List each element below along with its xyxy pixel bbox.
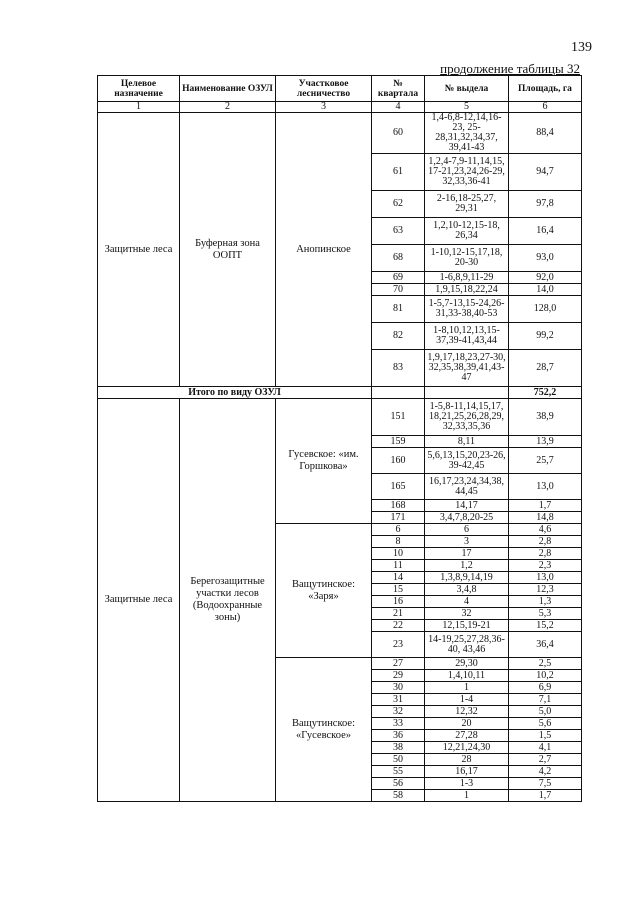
quarter-cell: 11 xyxy=(372,560,425,572)
column-number-row xyxy=(98,102,582,113)
total-label: Итого по виду ОЗУЛ xyxy=(98,387,372,399)
area-cell: 2,5 xyxy=(509,658,582,670)
header-area: Площадь, га xyxy=(509,76,582,102)
quarter-cell: 56 xyxy=(372,778,425,790)
plot-cell: 1-6,8,9,11-29 xyxy=(425,272,509,284)
plot-cell: 1,2 xyxy=(425,560,509,572)
area-cell: 28,7 xyxy=(509,350,582,387)
plot-cell: 3,4,7,8,20-25 xyxy=(425,512,509,524)
area-cell: 7,1 xyxy=(509,694,582,706)
quarter-cell: 21 xyxy=(372,608,425,620)
area-cell: 36,4 xyxy=(509,632,582,658)
quarter-cell: 14 xyxy=(372,572,425,584)
column-number: 4 xyxy=(372,102,425,113)
area-cell: 2,8 xyxy=(509,548,582,560)
quarter-cell: 81 xyxy=(372,296,425,323)
plot-cell: 1-4 xyxy=(425,694,509,706)
total-empty-cell xyxy=(425,387,509,399)
quarter-cell: 63 xyxy=(372,218,425,245)
area-cell: 97,8 xyxy=(509,191,582,218)
area-cell: 13,0 xyxy=(509,572,582,584)
area-cell: 6,9 xyxy=(509,682,582,694)
area-cell: 10,2 xyxy=(509,670,582,682)
quarter-cell: 23 xyxy=(372,632,425,658)
area-cell: 38,9 xyxy=(509,399,582,436)
plot-cell: 12,15,19-21 xyxy=(425,620,509,632)
quarter-cell: 61 xyxy=(372,154,425,191)
quarter-cell: 27 xyxy=(372,658,425,670)
column-number: 2 xyxy=(180,102,276,113)
plot-cell: 2-16,18-25,27, 29,31 xyxy=(425,191,509,218)
area-cell: 4,1 xyxy=(509,742,582,754)
purpose-cell: Защитные леса xyxy=(98,113,180,387)
header-row xyxy=(98,76,582,102)
plot-cell: 1,4-6,8-12,14,16-23, 25-28,31,32,34,37, 39,41-43 xyxy=(425,113,509,154)
quarter-cell: 29 xyxy=(372,670,425,682)
quarter-cell: 50 xyxy=(372,754,425,766)
plot-cell: 1,2,10-12,15-18, 26,34 xyxy=(425,218,509,245)
table-caption: продолжение таблицы 32 xyxy=(440,61,580,76)
quarter-cell: 69 xyxy=(372,272,425,284)
plot-cell: 27,28 xyxy=(425,730,509,742)
plot-cell: 16,17,23,24,34,38, 44,45 xyxy=(425,474,509,500)
table-row xyxy=(98,113,582,154)
quarter-cell: 36 xyxy=(372,730,425,742)
plot-cell: 4 xyxy=(425,596,509,608)
area-cell: 13,0 xyxy=(509,474,582,500)
column-number: 6 xyxy=(509,102,582,113)
quarter-cell: 60 xyxy=(372,113,425,154)
area-cell: 5,3 xyxy=(509,608,582,620)
plot-cell: 8,11 xyxy=(425,436,509,448)
quarter-cell: 62 xyxy=(372,191,425,218)
area-cell: 12,3 xyxy=(509,584,582,596)
plot-cell: 32 xyxy=(425,608,509,620)
area-cell: 14,8 xyxy=(509,512,582,524)
header-plot: № выдела xyxy=(425,76,509,102)
area-cell: 92,0 xyxy=(509,272,582,284)
plot-cell: 1,3,8,9,14,19 xyxy=(425,572,509,584)
forestry-cell: Ващутинское: «Гусевское» xyxy=(276,658,372,802)
total-area: 752,2 xyxy=(509,387,582,399)
ozul-cell: Берегозащитные участки лесов (Водоохранные зоны) xyxy=(180,399,276,802)
area-cell: 88,4 xyxy=(509,113,582,154)
quarter-cell: 22 xyxy=(372,620,425,632)
area-cell: 2,3 xyxy=(509,560,582,572)
area-cell: 1,7 xyxy=(509,500,582,512)
quarter-cell: 168 xyxy=(372,500,425,512)
plot-cell: 12,32 xyxy=(425,706,509,718)
column-number: 5 xyxy=(425,102,509,113)
area-cell: 16,4 xyxy=(509,218,582,245)
area-cell: 14,0 xyxy=(509,284,582,296)
area-cell: 7,5 xyxy=(509,778,582,790)
area-cell: 1,5 xyxy=(509,730,582,742)
plot-cell: 16,17 xyxy=(425,766,509,778)
quarter-cell: 160 xyxy=(372,448,425,474)
forestry-cell: Анопинское xyxy=(276,113,372,387)
area-cell: 1,3 xyxy=(509,596,582,608)
quarter-cell: 8 xyxy=(372,536,425,548)
purpose-cell: Защитные леса xyxy=(98,399,180,802)
ozul-cell: Буферная зона ООПТ xyxy=(180,113,276,387)
forestry-cell: Гусевское: «им. Горшкова» xyxy=(276,399,372,524)
quarter-cell: 16 xyxy=(372,596,425,608)
quarter-cell: 15 xyxy=(372,584,425,596)
plot-cell: 14,17 xyxy=(425,500,509,512)
plot-cell: 1-8,10,12,13,15- 37,39-41,43,44 xyxy=(425,323,509,350)
total-empty-cell xyxy=(372,387,425,399)
area-cell: 5,0 xyxy=(509,706,582,718)
plot-cell: 1,9,15,18,22,24 xyxy=(425,284,509,296)
plot-cell: 3 xyxy=(425,536,509,548)
plot-cell: 1 xyxy=(425,682,509,694)
quarter-cell: 151 xyxy=(372,399,425,436)
quarter-cell: 58 xyxy=(372,790,425,802)
quarter-cell: 38 xyxy=(372,742,425,754)
plot-cell: 1-5,8-11,14,15,17, 18,21,25,26,28,29, 32,33,35,36 xyxy=(425,399,509,436)
quarter-cell: 32 xyxy=(372,706,425,718)
quarter-cell: 70 xyxy=(372,284,425,296)
area-cell: 4,2 xyxy=(509,766,582,778)
total-row xyxy=(98,387,582,399)
quarter-cell: 68 xyxy=(372,245,425,272)
plot-cell: 17 xyxy=(425,548,509,560)
area-cell: 15,2 xyxy=(509,620,582,632)
plot-cell: 1,2,4-7,9-11,14,15, 17-21,23,24,26-29, 32,33,36-41 xyxy=(425,154,509,191)
quarter-cell: 10 xyxy=(372,548,425,560)
column-number: 3 xyxy=(276,102,372,113)
header-forestry: Участковое лесничество xyxy=(276,76,372,102)
plot-cell: 28 xyxy=(425,754,509,766)
plot-cell: 1,9,17,18,23,27-30, 32,35,38,39,41,43- 47 xyxy=(425,350,509,387)
area-cell: 128,0 xyxy=(509,296,582,323)
plot-cell: 1,4,10,11 xyxy=(425,670,509,682)
forest-table xyxy=(97,75,582,802)
header-purpose: Целевое назначение xyxy=(98,76,180,102)
quarter-cell: 6 xyxy=(372,524,425,536)
quarter-cell: 159 xyxy=(372,436,425,448)
area-cell: 13,9 xyxy=(509,436,582,448)
plot-cell: 3,4,8 xyxy=(425,584,509,596)
area-cell: 2,8 xyxy=(509,536,582,548)
area-cell: 94,7 xyxy=(509,154,582,191)
forestry-cell: Ващутинское: «Заря» xyxy=(276,524,372,658)
header-ozul: Наименование ОЗУЛ xyxy=(180,76,276,102)
plot-cell: 12,21,24,30 xyxy=(425,742,509,754)
plot-cell: 5,6,13,15,20,23-26, 39-42,45 xyxy=(425,448,509,474)
plot-cell: 14-19,25,27,28,36- 40, 43,46 xyxy=(425,632,509,658)
quarter-cell: 30 xyxy=(372,682,425,694)
quarter-cell: 31 xyxy=(372,694,425,706)
area-cell: 1,7 xyxy=(509,790,582,802)
area-cell: 4,6 xyxy=(509,524,582,536)
quarter-cell: 55 xyxy=(372,766,425,778)
plot-cell: 1-3 xyxy=(425,778,509,790)
header-quarter: № квартала xyxy=(372,76,425,102)
area-cell: 25,7 xyxy=(509,448,582,474)
area-cell: 5,6 xyxy=(509,718,582,730)
area-cell: 2,7 xyxy=(509,754,582,766)
plot-cell: 20 xyxy=(425,718,509,730)
plot-cell: 29,30 xyxy=(425,658,509,670)
plot-cell: 1-10,12-15,17,18, 20-30 xyxy=(425,245,509,272)
quarter-cell: 83 xyxy=(372,350,425,387)
plot-cell: 1 xyxy=(425,790,509,802)
area-cell: 93,0 xyxy=(509,245,582,272)
quarter-cell: 33 xyxy=(372,718,425,730)
table-row xyxy=(98,399,582,436)
page-number: 139 xyxy=(571,40,592,55)
quarter-cell: 171 xyxy=(372,512,425,524)
area-cell: 99,2 xyxy=(509,323,582,350)
quarter-cell: 165 xyxy=(372,474,425,500)
quarter-cell: 82 xyxy=(372,323,425,350)
plot-cell: 6 xyxy=(425,524,509,536)
plot-cell: 1-5,7-13,15-24,26- 31,33-38,40-53 xyxy=(425,296,509,323)
column-number: 1 xyxy=(98,102,180,113)
